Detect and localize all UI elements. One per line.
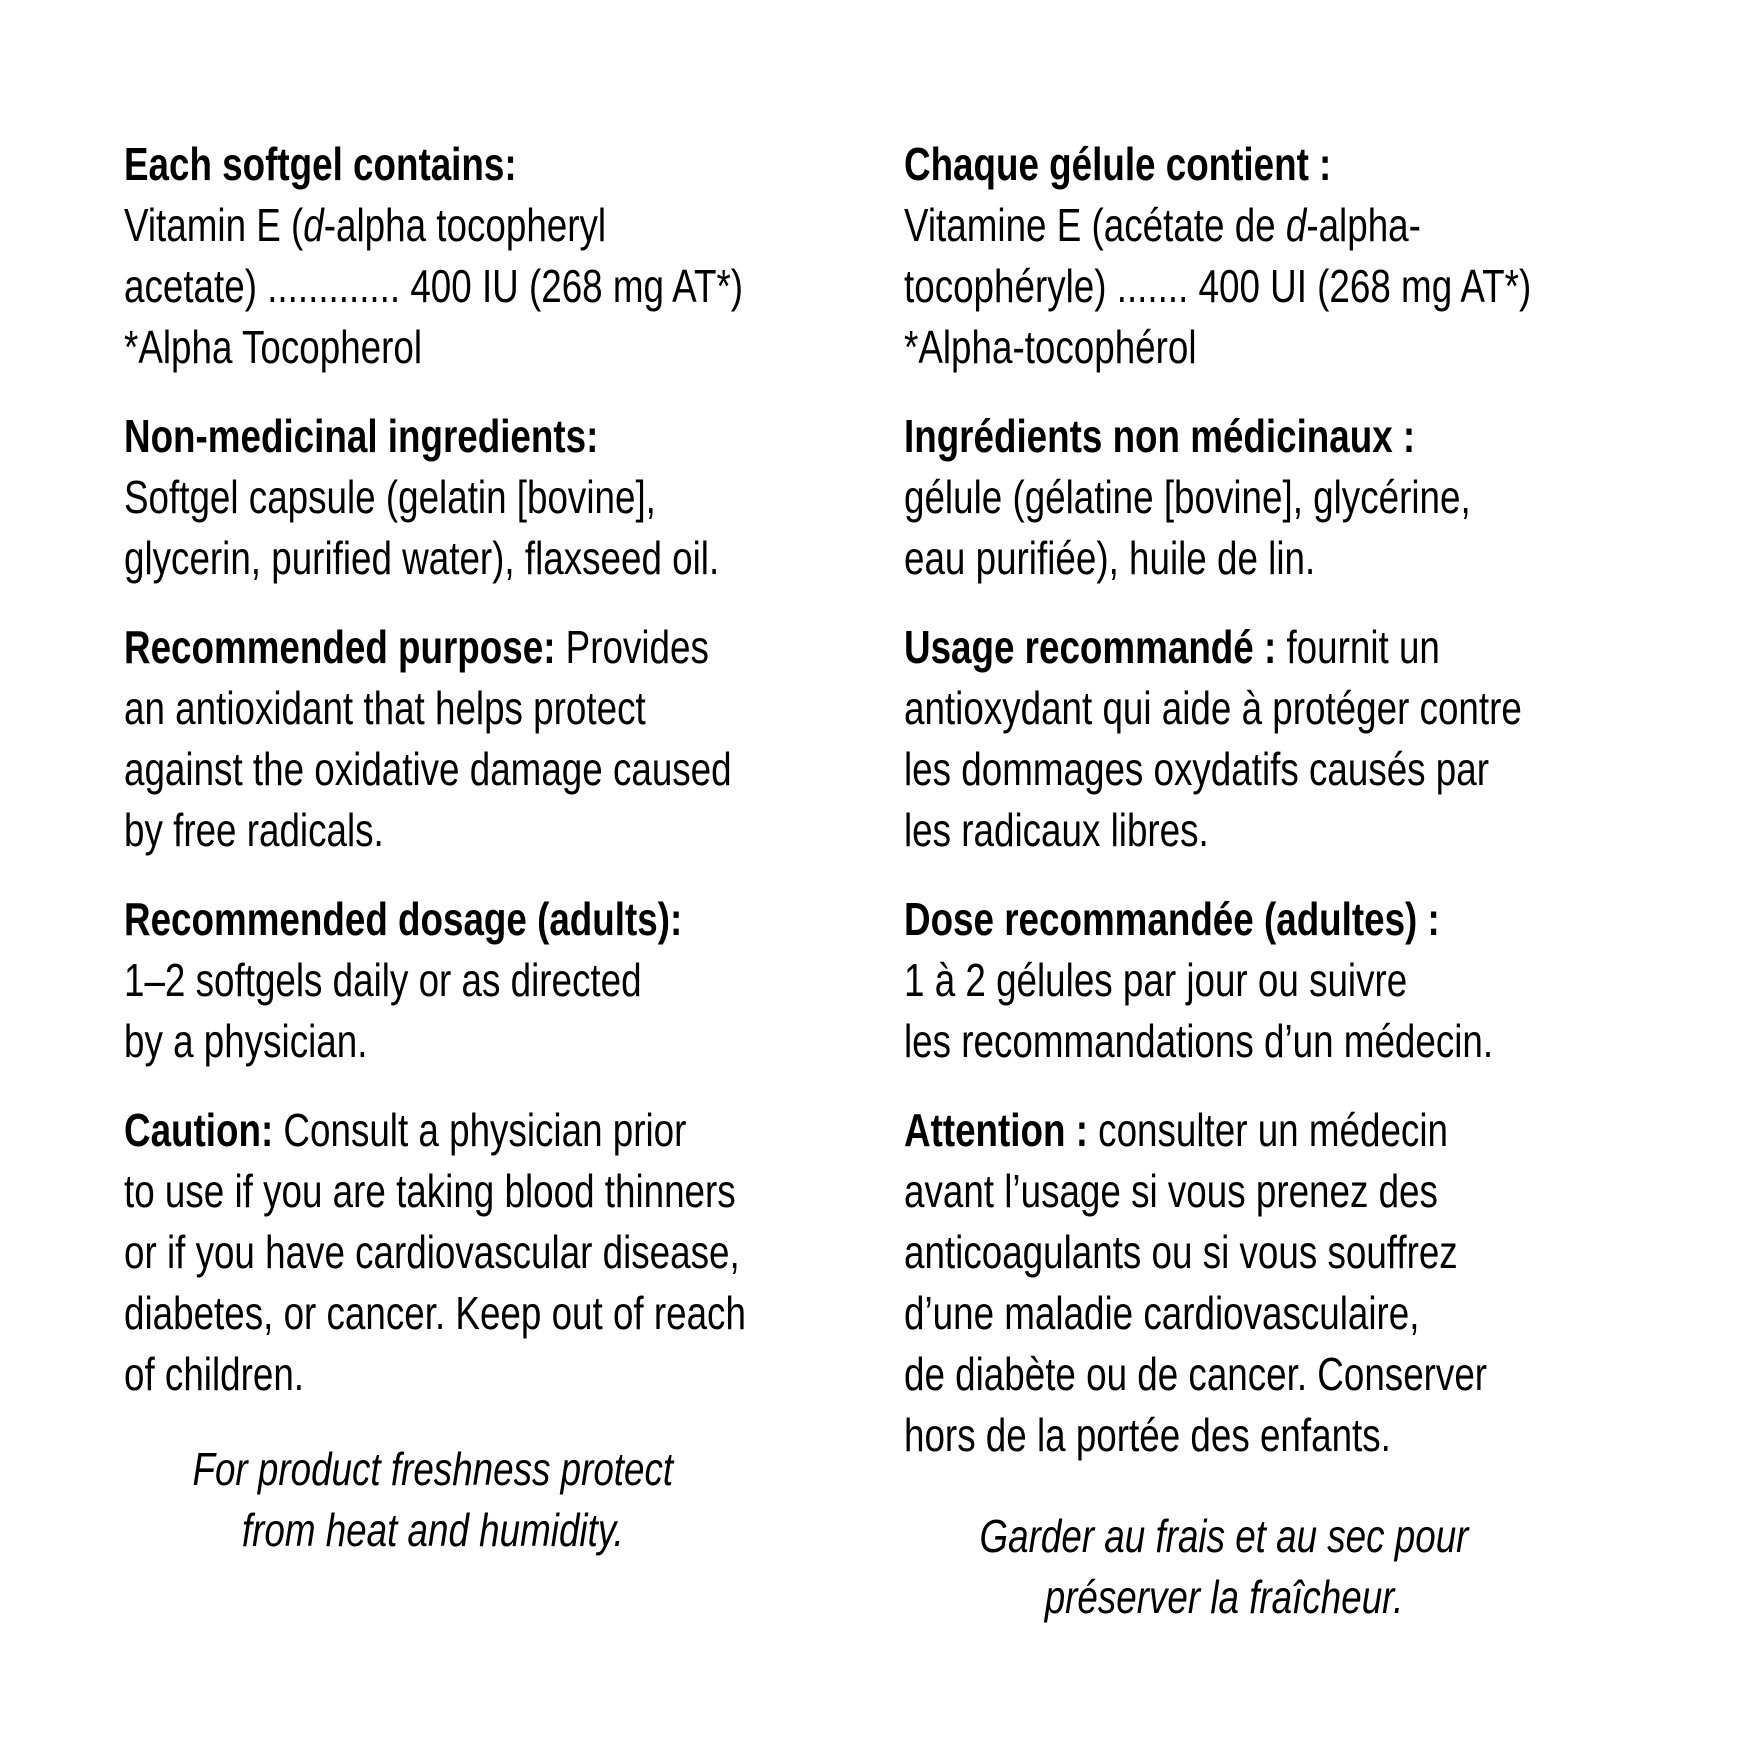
dosage-heading: Dose recommandée (adultes) : bbox=[904, 893, 1440, 945]
nonmedicinal-line-1: Softgel capsule (gelatin [bovine], bbox=[124, 471, 656, 523]
contains-heading: Chaque gélule contient : bbox=[904, 138, 1332, 190]
storage-note-en bbox=[124, 1439, 742, 1561]
purpose-heading: Recommended purpose: bbox=[124, 621, 556, 673]
nonmedicinal-line-2: eau purifiée), huile de lin. bbox=[904, 532, 1316, 584]
purpose-line-3: against the oxidative damage caused bbox=[124, 743, 732, 795]
caution-line-1 bbox=[124, 1100, 972, 1161]
section-nonmedicinal-en bbox=[124, 406, 972, 589]
french-column bbox=[904, 134, 1744, 1628]
section-purpose-fr bbox=[904, 617, 1744, 861]
purpose-line-2: antioxydant qui aide à protéger contre bbox=[904, 682, 1522, 734]
contains-line-3: *Alpha-tocophérol bbox=[904, 321, 1197, 373]
purpose-line-1-rest: fournit un bbox=[1276, 621, 1440, 673]
caution-heading: Attention : bbox=[904, 1104, 1088, 1156]
storage-line-1: For product freshness protect bbox=[192, 1443, 674, 1495]
storage-line-1: Garder au frais et au sec pour bbox=[979, 1510, 1469, 1562]
caution-line-5: of children. bbox=[124, 1348, 305, 1400]
purpose-line-2: an antioxidant that helps protect bbox=[124, 682, 646, 734]
caution-line-4: d’une maladie cardiovasculaire, bbox=[904, 1287, 1420, 1339]
contains-line-1-italic: d bbox=[303, 199, 324, 251]
caution-line-1-rest: Consult a physician prior bbox=[273, 1104, 687, 1156]
contains-line-1 bbox=[124, 195, 972, 256]
section-contains-en bbox=[124, 134, 972, 378]
english-column bbox=[124, 134, 972, 1561]
purpose-line-4: les radicaux libres. bbox=[904, 804, 1209, 856]
dosage-line-2: les recommandations d’un médecin. bbox=[904, 1015, 1494, 1067]
caution-line-4: diabetes, or cancer. Keep out of reach bbox=[124, 1287, 746, 1339]
caution-line-5: de diabète ou de cancer. Conserver bbox=[904, 1348, 1488, 1400]
caution-line-3: or if you have cardiovascular disease, bbox=[124, 1226, 740, 1278]
contains-line-3: *Alpha Tocopherol bbox=[124, 321, 423, 373]
contains-line-2: tocophéryle) ....... 400 UI (268 mg AT*) bbox=[904, 260, 1532, 312]
purpose-line-3: les dommages oxydatifs causés par bbox=[904, 743, 1489, 795]
purpose-line-1-rest: Provides bbox=[555, 621, 709, 673]
dosage-heading: Recommended dosage (adults): bbox=[124, 893, 683, 945]
purpose-line-1 bbox=[124, 617, 972, 678]
purpose-line-1 bbox=[904, 617, 1744, 678]
purpose-heading: Usage recommandé : bbox=[904, 621, 1277, 673]
caution-line-1 bbox=[904, 1100, 1744, 1161]
caution-line-6: hors de la portée des enfants. bbox=[904, 1409, 1391, 1461]
contains-line-1-pre: Vitamin E ( bbox=[124, 199, 304, 251]
contains-heading: Each softgel contains: bbox=[124, 138, 517, 190]
dosage-line-1: 1 à 2 gélules par jour ou suivre bbox=[904, 954, 1408, 1006]
nonmedicinal-heading: Ingrédients non médicinaux : bbox=[904, 410, 1416, 462]
nonmedicinal-line-1: gélule (gélatine [bovine], glycérine, bbox=[904, 471, 1471, 523]
caution-line-1-rest: consulter un médecin bbox=[1087, 1104, 1448, 1156]
dosage-line-2: by a physician. bbox=[124, 1015, 368, 1067]
section-dosage-en bbox=[124, 889, 972, 1072]
contains-line-1-italic: d bbox=[1285, 199, 1307, 251]
section-nonmedicinal-fr bbox=[904, 406, 1744, 589]
caution-line-3: anticoagulants ou si vous souffrez bbox=[904, 1226, 1458, 1278]
contains-line-1 bbox=[904, 195, 1744, 256]
nonmedicinal-heading: Non-medicinal ingredients: bbox=[124, 410, 599, 462]
section-purpose-en bbox=[124, 617, 972, 861]
caution-heading: Caution: bbox=[124, 1104, 274, 1156]
contains-line-1-post: -alpha tocopheryl bbox=[323, 199, 607, 251]
storage-note-fr bbox=[904, 1506, 1544, 1628]
section-caution-fr bbox=[904, 1100, 1744, 1466]
section-caution-en bbox=[124, 1100, 972, 1405]
contains-line-2: acetate) ............. 400 IU (268 mg AT*) bbox=[124, 260, 744, 312]
contains-line-1-pre: Vitamine E (acétate de bbox=[904, 199, 1286, 251]
caution-line-2: to use if you are taking blood thinners bbox=[124, 1165, 736, 1217]
contains-line-1-post: -alpha- bbox=[1306, 199, 1421, 251]
section-dosage-fr bbox=[904, 889, 1744, 1072]
dosage-line-1: 1–2 softgels daily or as directed bbox=[124, 954, 642, 1006]
purpose-line-4: by free radicals. bbox=[124, 804, 384, 856]
nonmedicinal-line-2: glycerin, purified water), flaxseed oil. bbox=[124, 532, 720, 584]
storage-line-2: from heat and humidity. bbox=[241, 1504, 624, 1556]
caution-line-2: avant l’usage si vous prenez des bbox=[904, 1165, 1438, 1217]
storage-line-2: préserver la fraîcheur. bbox=[1044, 1571, 1404, 1623]
section-contains-fr bbox=[904, 134, 1744, 378]
